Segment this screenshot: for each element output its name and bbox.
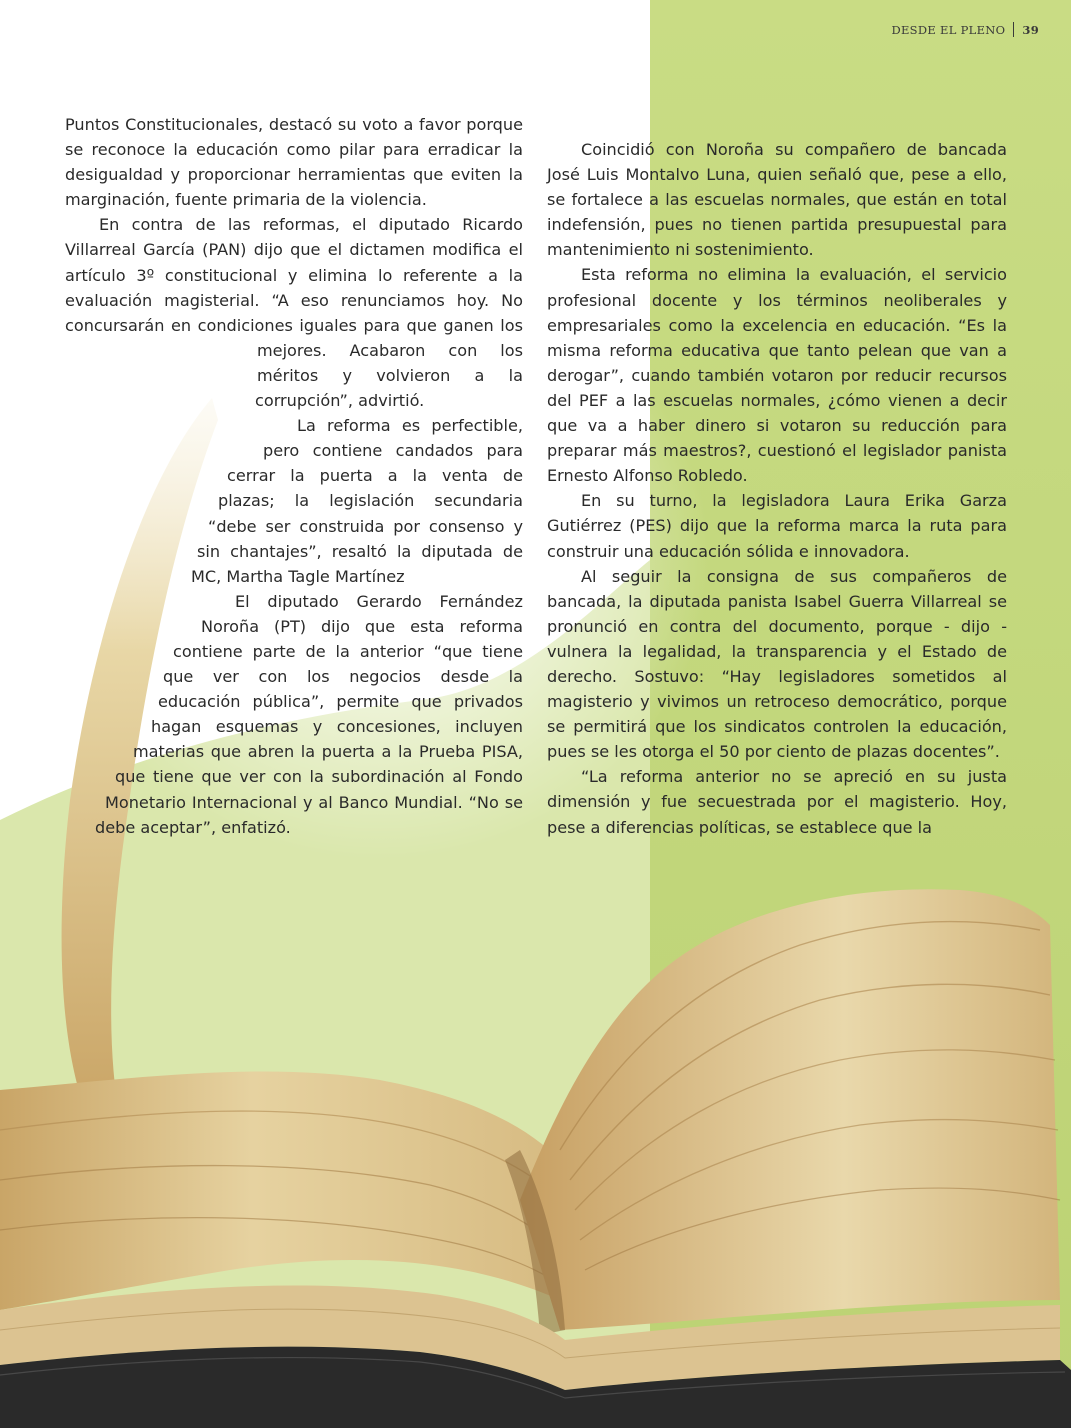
right-text-column bbox=[547, 137, 1007, 840]
wrap-spacer bbox=[65, 538, 197, 563]
wrap-spacer bbox=[65, 412, 243, 437]
wrap-spacer bbox=[65, 713, 151, 738]
wrap-spacer bbox=[65, 663, 163, 688]
paragraph: La reforma es perfectible, pero contiene candados para cerrar la puerta a la venta de plazas; la legislación secundaria “debe ser construida por consenso y sin chantajes”, resaltó la diputada de MC, Martha Tagle Martínez bbox=[191, 416, 523, 586]
paragraph: Al seguir la consigna de sus compañeros de bancada, la diputada panista Isabel Guerra Villarreal se pronunció en contra del documento, porque - dijo - vulnera la legalidad, la transparencia y el Estado de derecho. Sostuvo: “Hay legisladores sometidos al magisterio y vivimos un retroceso democrático, porque se permitirá que los sindicatos controlen la educación, pues se les otorga el 50 por ciento de plazas docentes”. bbox=[547, 566, 1007, 762]
paragraph: El diputado Gerardo Fernández Noroña (PT) dijo que esta reforma contiene parte de la anterior “que tiene que ver con los negocios desde la educación pública”, permite que privados hagan esquemas y concesiones, incluyen materias que abren la puerta a la Prueba PISA, que tiene que ver con la subordinación al Fondo Monetario Internacional y al Banco Mundial. “No se debe aceptar”, enfatizó. bbox=[95, 591, 523, 837]
wrap-spacer bbox=[65, 839, 85, 864]
wrap-spacer bbox=[65, 789, 105, 814]
wrap-spacer bbox=[65, 513, 208, 538]
paragraph: Esta reforma no elimina la evaluación, el servicio profesional docente y los términos neoliberales y empresariales como la excelencia en educación. “Es la misma reforma educativa que tanto pelean que van a derogar”, cuando también votaron por reducir recursos del PEF a las escuelas normales, ¿cómo vienen a decir que va a haber dinero si votaron su reducción para preparar más maestros?, cuestionó el legislador panista Ernesto Alfonso Robledo. bbox=[547, 265, 1007, 486]
wrap-spacer bbox=[65, 688, 158, 713]
wrap-spacer bbox=[65, 814, 95, 839]
paragraph: Puntos Constitucionales, destacó su voto a favor porque se reconoce la educación como pilar para erradicar la desigualdad y proporcionar herramientas que eviten la marginación, fuente primaria de la violencia. bbox=[65, 115, 523, 210]
wrap-spacer bbox=[65, 613, 201, 638]
wrap-spacer bbox=[65, 362, 257, 387]
page-number: 39 bbox=[1022, 22, 1039, 37]
wrap-spacer bbox=[65, 462, 227, 487]
left-text-column bbox=[65, 112, 523, 864]
paragraph: “La reforma anterior no se apreció en su justa dimensión y fue secuestrada por el magisterio. Hoy, pese a diferencias políticas, se establece que la bbox=[547, 767, 1007, 837]
wrap-spacer bbox=[65, 764, 115, 789]
section-title: DESDE EL PLENO bbox=[891, 22, 1006, 37]
wrap-spacer bbox=[65, 638, 173, 663]
wrap-spacer bbox=[65, 588, 186, 613]
wrap-spacer bbox=[65, 738, 133, 763]
paragraph: En su turno, la legisladora Laura Erika Garza Gutiérrez (PES) dijo que la reforma marca la ruta para construir una educación sólida e innovadora. bbox=[547, 491, 1007, 561]
header-divider bbox=[1013, 22, 1014, 37]
running-header bbox=[891, 22, 1039, 37]
paragraph: Coincidió con Noroña su compañero de bancada José Luis Montalvo Luna, quien señaló que, pese a ello, se fortalece a las escuelas normales, que están en total indefensión, pues no tienen partida presupuestal para mantenimiento ni sostenimiento. bbox=[547, 140, 1007, 260]
wrap-spacer bbox=[65, 563, 191, 588]
wrap-spacer bbox=[65, 437, 263, 462]
wrap-spacer bbox=[65, 487, 218, 512]
wrap-spacer bbox=[65, 387, 255, 412]
paragraph: En contra de las reformas, el diputado Ricardo Villarreal García (PAN) dijo que el dictamen modifica el artículo 3º constitucional y elimina lo referente a la evaluación magisterial. “A eso renunciamos hoy. No concursarán en condiciones iguales para que ganen los mejores. Acabaron con los méritos y volvieron a la corrupción”, advirtió. bbox=[65, 215, 523, 411]
